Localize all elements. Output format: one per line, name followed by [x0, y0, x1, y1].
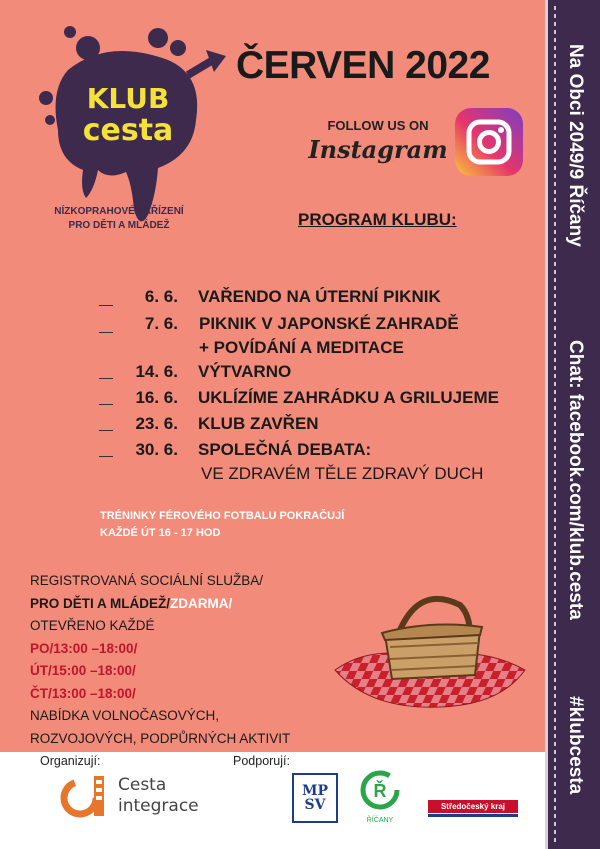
- cesta-line1: Cesta: [118, 775, 167, 795]
- logo-subtitle-line2: PRO DĚTI A MLÁDEŽ: [68, 220, 170, 231]
- cesta-integrace-name: [118, 775, 199, 817]
- info-line: NABÍDKA VOLNOČASOVÝCH,: [30, 708, 220, 723]
- event-date: 16. 6.: [135, 388, 178, 407]
- training-line2: KAŽDÉ ÚT 16 - 17 HOD: [100, 527, 221, 539]
- cesta-line2: integrace: [118, 796, 199, 816]
- event-title: VAŘENDO NA ÚTERNÍ PIKNIK: [198, 287, 441, 306]
- organizers-label: Organizují:: [40, 754, 101, 768]
- ricany-text: ŘÍČANY: [366, 817, 394, 824]
- info-line: [30, 593, 290, 616]
- logo-line2: cesta: [82, 113, 174, 148]
- kraj-stripe: [428, 814, 518, 817]
- side-strip: [545, 0, 600, 849]
- opening-hours-tue: ÚT/15:00 –18:00/: [30, 663, 136, 678]
- ricany-logo: [360, 770, 400, 830]
- picnic-basket-illustration: [330, 575, 530, 715]
- cesta-integrace-logo: [58, 772, 114, 822]
- service-info: [30, 570, 290, 750]
- supporters-label: Podporují:: [233, 754, 290, 768]
- info-line: REGISTROVANÁ SOCIÁLNÍ SLUŽBA/: [30, 573, 264, 588]
- svg-text:Ř: Ř: [373, 781, 387, 801]
- opening-hours-mon: PO/13:00 –18:00/: [30, 640, 138, 656]
- address-text: Na Obci 2049/9 Říčany: [565, 43, 586, 247]
- event-date: 14. 6.: [135, 362, 178, 381]
- info-line: OTEVŘENO KAŽDÉ: [30, 618, 155, 633]
- logo-subtitle-line1: NÍZKOPRAHOVÉ ZAŘÍZENÍ: [54, 206, 184, 217]
- event-title: UKLÍZÍME ZAHRÁDKU A GRILUJEME: [198, 388, 499, 407]
- event-title: VÝTVARNO: [198, 362, 292, 381]
- follow-text: FOLLOW US ON: [327, 118, 429, 133]
- event-date: 30. 6.: [135, 440, 178, 459]
- ricany-emblem-icon: [360, 770, 400, 812]
- training-note: [100, 508, 344, 542]
- info-target-group: PRO DĚTI A MLÁDEŽ/: [30, 595, 170, 611]
- event-date: 7. 6.: [144, 314, 178, 333]
- program-title: PROGRAM KLUBU:: [298, 210, 457, 229]
- stredocesky-kraj-logo: Středočeský kraj: [428, 800, 518, 813]
- chat-link[interactable]: Chat: facebook.com/klub.cesta: [565, 340, 586, 620]
- logo-line1: KLUB: [86, 82, 170, 115]
- instagram-follow[interactable]: [308, 118, 448, 164]
- instagram-wordmark: Instagram: [308, 135, 448, 164]
- event-date: 23. 6.: [135, 414, 178, 433]
- hashtag-text: #klubcesta: [565, 695, 586, 795]
- event-subtitle: + POVÍDÁNÍ A MEDITACE: [199, 338, 404, 357]
- training-line1: TRÉNINKY FÉROVÉHO FOTBALU POKRAČUJÍ: [100, 510, 345, 522]
- mpsv-line2: SV: [304, 797, 326, 813]
- instagram-icon[interactable]: [455, 108, 523, 176]
- mpsv-line1: MP: [301, 783, 329, 799]
- page-title: ČERVEN 2022: [236, 44, 490, 87]
- event-date: 6. 6.: [144, 287, 178, 306]
- info-free: ZDARMA/: [170, 595, 233, 611]
- info-line: ROZVOJOVÝCH, PODPŮRNÝCH AKTIVIT: [30, 730, 291, 746]
- event-title: KLUB ZAVŘEN: [198, 414, 319, 433]
- logo-subtitle: [24, 205, 214, 233]
- event-title: SPOLEČNÁ DEBATA:: [198, 440, 372, 459]
- mpsv-logo: [292, 773, 338, 823]
- opening-hours-thu: ČT/13:00 –18:00/: [30, 685, 136, 701]
- event-title: PIKNIK V JAPONSKÉ ZAHRADĚ: [199, 314, 459, 333]
- event-subtitle: VE ZDRAVÉM TĚLE ZDRAVÝ DUCH: [201, 464, 484, 483]
